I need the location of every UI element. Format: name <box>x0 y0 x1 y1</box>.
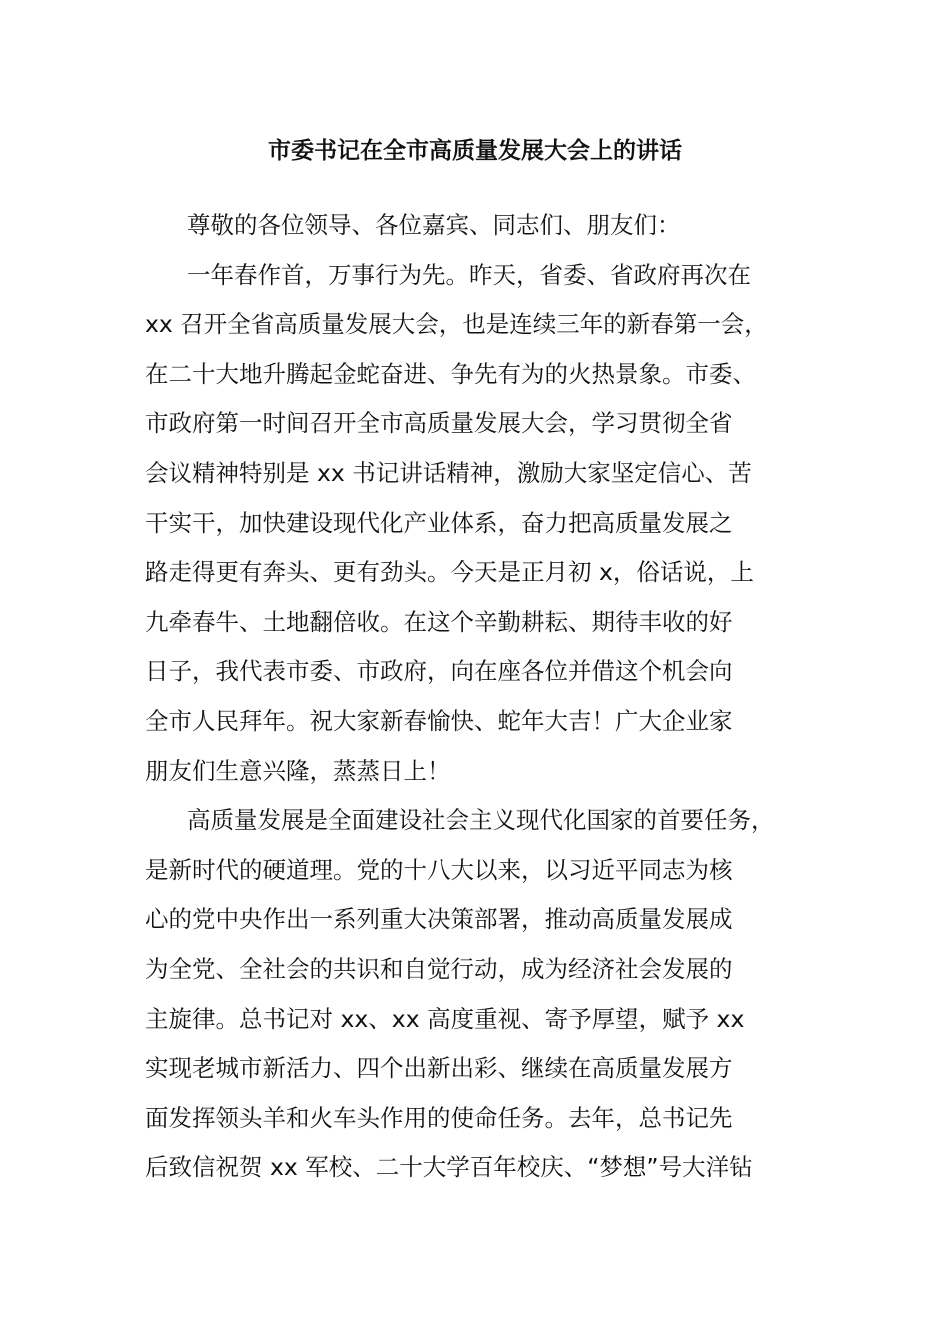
paragraph-1-line: 在二十大地升腾起金蛇奋进、争先有为的火热景象。市委、 <box>145 359 756 388</box>
paragraph-1-line: 会议精神特别是 xx 书记讲话精神，激励大家坚定信心、苦 <box>145 458 752 487</box>
paragraph-2-line: 高质量发展是全面建设社会主义现代化国家的首要任务， <box>187 806 775 835</box>
paragraph-1-line: 市政府第一时间召开全市高质量发展大会，学习贯彻全省 <box>145 409 733 438</box>
paragraph-2-line: 是新时代的硬道理。党的十八大以来，以习近平同志为核 <box>145 855 733 884</box>
paragraph-2-line: 后致信祝贺 xx 军校、二十大学百年校庆、“梦想”号大洋钻 <box>145 1153 753 1182</box>
paragraph-1-line: 全市人民拜年。祝大家新春愉快、蛇年大吉！广大企业家 <box>145 706 733 735</box>
paragraph-2-line: 主旋律。总书记对 xx、xx 高度重视、寄予厚望，赋予 xx <box>145 1004 745 1033</box>
salutation-line: 尊敬的各位领导、各位嘉宾、同志们、朋友们： <box>187 211 681 239</box>
paragraph-2-line: 心的党中央作出一系列重大决策部署，推动高质量发展成 <box>145 905 733 934</box>
document-body <box>145 206 825 1198</box>
paragraph-1-line: 朋友们生意兴隆，蒸蒸日上！ <box>145 756 451 785</box>
document-title: 市委书记在全市高质量发展大会上的讲话 <box>268 138 682 164</box>
paragraph-1-line: 一年春作首，万事行为先。昨天，省委、省政府再次在 <box>187 260 751 289</box>
paragraph-1-line: 日子，我代表市委、市政府，向在座各位并借这个机会向 <box>145 657 733 686</box>
paragraph-2-line: 实现老城市新活力、四个出新出彩、继续在高质量发展方 <box>145 1054 733 1083</box>
paragraph-2-line: 为全党、全社会的共识和自觉行动，成为经济社会发展的 <box>145 954 733 983</box>
paragraph-1-line: xx 召开全省高质量发展大会，也是连续三年的新春第一会， <box>145 310 768 339</box>
paragraph-2-line: 面发挥领头羊和火车头作用的使命任务。去年，总书记先 <box>145 1103 733 1132</box>
paragraph-1-line: 路走得更有奔头、更有劲头。今天是正月初 x，俗话说，上 <box>145 558 754 587</box>
paragraph-1-line: 九牵春牛、土地翻倍收。在这个辛勤耕耘、期待丰收的好 <box>145 607 733 636</box>
paragraph-1-line: 干实干，加快建设现代化产业体系，奋力把高质量发展之 <box>145 508 733 537</box>
